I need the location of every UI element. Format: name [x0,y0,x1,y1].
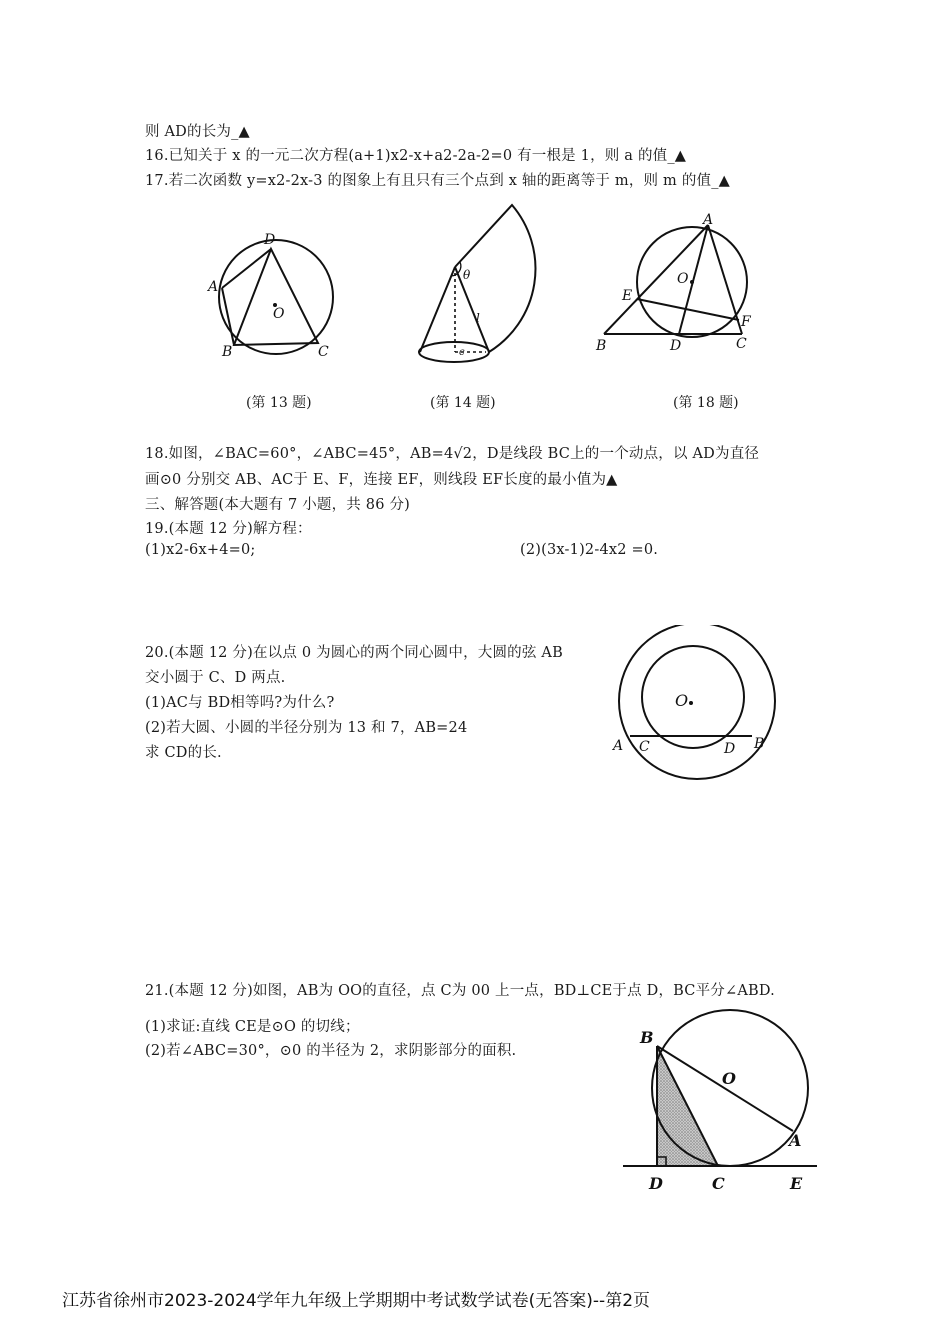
fig18-label-o: O [677,271,689,287]
figure-21 [615,1005,830,1195]
fig13-label-d: D [264,232,276,248]
fig18-label-b: B [596,338,607,354]
fig21-label-d: D [649,1174,663,1193]
fig20-label-d: D [724,741,736,757]
figure-13 [200,228,350,368]
caption-14: (第 14 题) [430,395,496,411]
fig13-label-c: C [318,344,329,360]
page-footer: 江苏省徐州市2023-2024学年九年级上学期期中考试数学试卷(无答案)--第2页 [62,1291,651,1311]
fig13-label-b: B [222,344,233,360]
q20-part2: (2)若大圆、小圆的半径分别为 13 和 7，AB=24 [145,720,468,736]
q20-line1: 20.(本题 12 分)在以点 0 为圆心的两个同心圆中，大圆的弦 AB [145,645,563,661]
fig21-label-a: A [789,1131,802,1150]
q19-part1: (1)x2-6x+4=0; [145,542,256,558]
figure-20 [605,625,785,783]
fig18-label-a: A [703,212,714,228]
section-3-heading: 三、解答题(本大题有 7 小题，共 86 分) [145,497,411,513]
fig18-label-e: E [622,288,633,304]
figure-14 [410,198,560,370]
q20-part3: 求 CD的长. [145,745,222,761]
fig20-label-o: O [675,691,689,710]
q18-line1: 18.如图，∠BAC=60°，∠ABC=45°，AB=4√2，D是线段 BC上的一个动点，以 AD为直径 [145,446,760,462]
q21-part2: (2)若∠ABC=30°，⊙0 的半径为 2，求阴影部分的面积. [145,1043,517,1059]
fig21-label-c: C [712,1174,725,1193]
fig18-label-d: D [670,338,682,354]
fig13-label-o: O [273,306,285,322]
q15-tail: 则 AD的长为_▲ [145,124,250,140]
fig21-label-b: B [640,1028,654,1047]
fig21-label-o: O [722,1069,736,1088]
q21-part1: (1)求证:直线 CE是⊙O 的切线； [145,1019,360,1035]
fig20-label-a: A [613,738,624,754]
fig14-label-theta: θ [463,268,471,282]
fig18-label-f: F [741,314,751,330]
caption-18: (第 18 题) [673,395,739,411]
q21-line1: 21.(本题 12 分)如图，AB为 OO的直径，点 C为 00 上一点，BD⊥CE于点 D，BC平分∠ABD. [145,983,775,999]
figure-18 [592,208,762,356]
fig21-label-e: E [790,1174,803,1193]
q20-line2: 交小圆于 C、D 两点. [145,670,286,686]
fig14-label-l: l [476,311,480,325]
caption-13: (第 13 题) [246,395,312,411]
fig20-label-c: C [639,739,650,755]
fig13-label-a: A [208,279,219,295]
q16: 16.已知关于 x 的一元二次方程(a+1)x2-x+a2-2a-2=0 有一根是 1，则 a 的值_▲ [145,148,687,164]
q20-part1: (1)AC与 BD相等吗?为什么? [145,695,335,711]
q18-line2: 画⊙0 分别交 AB、AC于 E、F，连接 EF，则线段 EF长度的最小值为▲ [145,472,618,488]
q19-part2: (2)(3x-1)2-4x2 =0. [520,542,659,558]
q19-title: 19.(本题 12 分)解方程： [145,521,312,537]
fig14-label-c: c [459,347,465,358]
q17: 17.若二次函数 y=x2-2x-3 的图象上有且只有三个点到 x 轴的距离等于 m，则 m 的值_▲ [145,173,731,189]
fig18-label-c: C [736,336,747,352]
fig20-label-b: B [754,736,765,752]
